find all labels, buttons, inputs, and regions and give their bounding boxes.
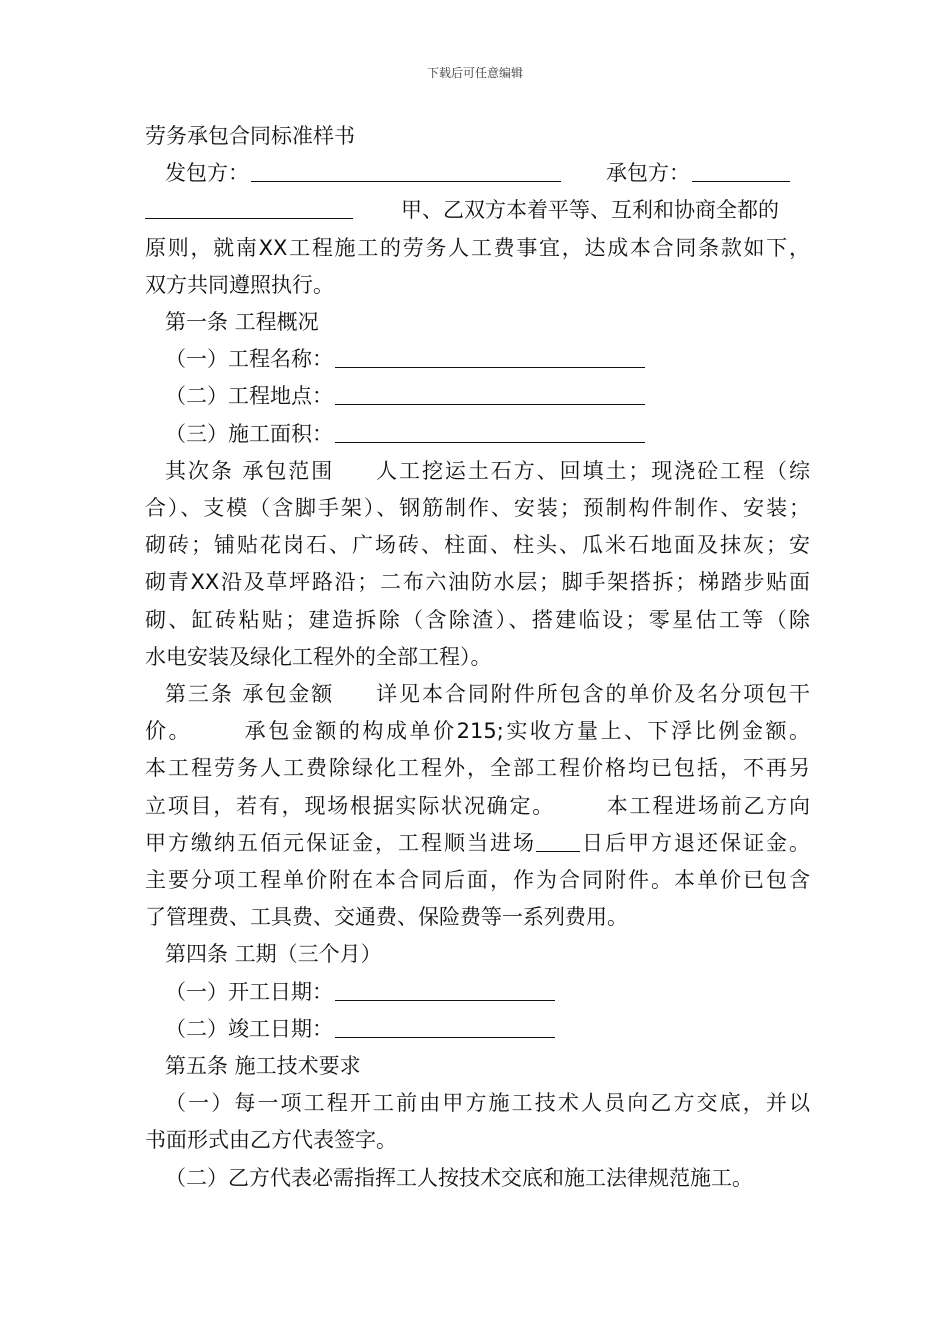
article-3-line-7: 了管理费、工具费、交通费、保险费等一系列费用。 xyxy=(145,905,628,930)
article-2-line-3: 砌砖；铺贴花岗石、广场砖、柱面、柱头、瓜米石地面及抹灰；安 xyxy=(145,533,810,558)
article-3-line-1: 第三条 承包金额 详见本合同附件所包含的单价及名分项包干 xyxy=(165,682,810,707)
contract-title: 劳务承包合同标准样书 xyxy=(145,124,355,148)
article-2-line-1: 其次条 承包范围 人工挖运土石方、回填土；现浇砼工程（综 xyxy=(165,458,810,483)
article-4-title: 第四条 工期（三个月） xyxy=(165,942,382,967)
article-1-item-1: （一）工程名称： xyxy=(145,341,810,378)
article-5-item-1-line-1: （一）每一项工程开工前由甲方施工技术人员向乙方交底，并以 xyxy=(165,1091,810,1116)
completion-date-blank[interactable] xyxy=(335,1013,555,1038)
article-5-title: 第五条 施工技术要求 xyxy=(165,1054,361,1079)
page-header-note: 下载后可任意编辑 xyxy=(426,66,523,80)
article-4-item-1: （一）开工日期： xyxy=(145,974,810,1011)
article-3-line-3: 本工程劳务人工费除绿化工程外，全部工程价格均已包括，不再另 xyxy=(145,756,810,781)
article-2-line-4: 砌青XX沿及草坪路沿；二布六油防水层；脚手架搭拆；梯踏步贴面 xyxy=(145,570,810,595)
intro-line-1: 甲、乙双方本着平等、互利和协商全都的 xyxy=(145,192,810,229)
construction-area-blank[interactable] xyxy=(335,418,645,443)
article-2-line-6: 水电安装及绿化工程外的全部工程）。 xyxy=(145,644,492,669)
article-1-item-2: （二）工程地点： xyxy=(145,378,810,415)
article-2-line-5: 砌、缸砖粘贴；建造拆除（含除渣）、搭建临设；零星估工等（除 xyxy=(145,607,810,632)
contract-body xyxy=(145,118,810,1197)
party-b-blank-cont[interactable] xyxy=(145,194,353,219)
article-1-item-3: （三）施工面积： xyxy=(145,416,810,453)
intro-line-3: 双方共同遵照执行。 xyxy=(145,272,334,297)
article-3-line-5: 甲方缴纳五佰元保证金，工程顺当进场 日后甲方退还保证金。 xyxy=(145,825,810,862)
project-name-blank[interactable] xyxy=(335,343,645,368)
parties-line xyxy=(145,155,810,192)
article-5-item-1-line-2: 书面形式由乙方代表签字。 xyxy=(145,1128,397,1153)
article-4-item-2: （二）竣工日期： xyxy=(145,1011,810,1048)
article-2-line-2: 合）、支模（含脚手架）、钢筋制作、安装；预制构件制作、安装； xyxy=(145,496,810,521)
article-3-line-6: 主要分项工程单价附在本合同后面，作为合同附件。本单价已包含 xyxy=(145,868,810,893)
project-location-blank[interactable] xyxy=(335,380,645,405)
party-a-label: 发包方： xyxy=(165,161,249,186)
article-1-title: 第一条 工程概况 xyxy=(165,310,319,335)
intro-line-2: 原则，就南XX工程施工的劳务人工费事宜，达成本合同条款如下， xyxy=(145,235,810,260)
party-a-blank[interactable] xyxy=(251,157,561,182)
article-3-line-2: 价。 承包金额的构成单价215;实收方量上、下浮比例金额。 xyxy=(145,719,810,744)
article-5-item-2: （二）乙方代表必需指挥工人按技术交底和施工法律规范施工。 xyxy=(165,1165,753,1190)
entry-days-blank[interactable] xyxy=(536,827,580,852)
party-b-label: 承包方： xyxy=(606,161,690,186)
party-b-blank[interactable] xyxy=(692,157,790,182)
start-date-blank[interactable] xyxy=(335,976,555,1001)
article-3-line-4: 立项目，若有，现场根据实际状况确定。 本工程进场前乙方向 xyxy=(145,793,810,818)
